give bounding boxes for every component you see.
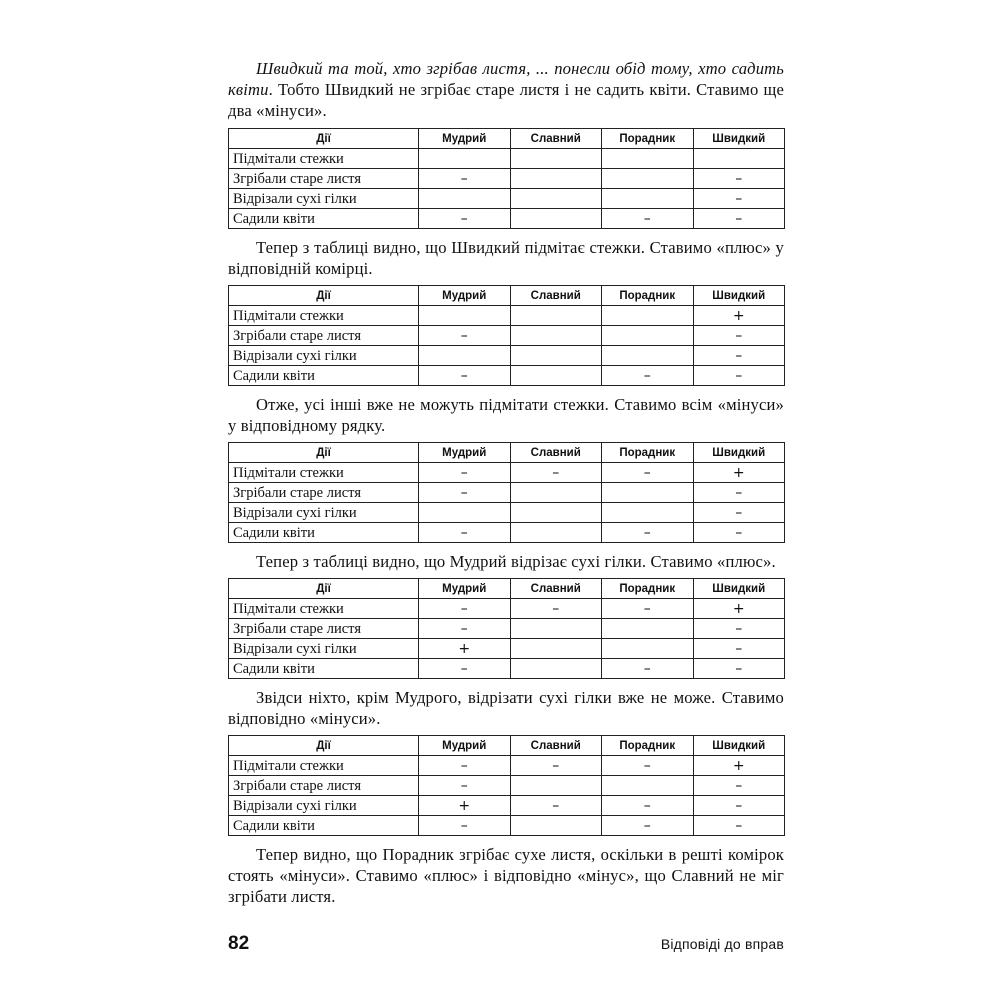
mark-cell xyxy=(693,149,785,169)
action-label: Садили квіти xyxy=(229,816,419,836)
mark-cell xyxy=(602,326,694,346)
mark-cell: – xyxy=(510,756,602,776)
table-header-row xyxy=(229,736,785,756)
mark-cell xyxy=(510,639,602,659)
mark-cell: – xyxy=(510,599,602,619)
action-label: Садили квіти xyxy=(229,366,419,386)
mark-cell: – xyxy=(419,756,511,776)
action-label: Підмітали стежки xyxy=(229,463,419,483)
header-person: Мудрий xyxy=(419,286,511,306)
explanation-paragraph-4: Звідси ніхто, крім Мудрого, відрізати сухі гілки вже не може. Ставимо відповідно «мінуси». xyxy=(228,688,784,728)
mark-cell xyxy=(602,189,694,209)
table-header-row xyxy=(229,286,785,306)
table-row xyxy=(229,599,785,619)
header-person: Порадник xyxy=(602,129,694,149)
mark-cell: – xyxy=(602,659,694,679)
mark-cell: – xyxy=(693,189,785,209)
table-header-row xyxy=(229,129,785,149)
mark-cell xyxy=(602,346,694,366)
logic-table-2 xyxy=(228,285,785,386)
header-actions: Дії xyxy=(229,736,419,756)
mark-cell: – xyxy=(419,169,511,189)
mark-cell: – xyxy=(419,366,511,386)
header-person: Славний xyxy=(510,736,602,756)
mark-cell: – xyxy=(693,503,785,523)
mark-cell: – xyxy=(693,366,785,386)
action-label: Садили квіти xyxy=(229,659,419,679)
action-label: Відрізали сухі гілки xyxy=(229,503,419,523)
mark-cell xyxy=(510,346,602,366)
mark-cell xyxy=(602,639,694,659)
table-row xyxy=(229,639,785,659)
table-row xyxy=(229,149,785,169)
header-person: Порадник xyxy=(602,286,694,306)
mark-cell: – xyxy=(693,346,785,366)
mark-cell: – xyxy=(602,599,694,619)
mark-cell xyxy=(602,149,694,169)
table-row xyxy=(229,306,785,326)
action-label: Згрібали старе листя xyxy=(229,483,419,503)
table-row xyxy=(229,796,785,816)
page-content xyxy=(228,58,784,907)
table-row xyxy=(229,463,785,483)
mark-cell xyxy=(510,619,602,639)
table-row xyxy=(229,346,785,366)
mark-cell: – xyxy=(693,639,785,659)
logic-table-5 xyxy=(228,735,785,836)
logic-table-3 xyxy=(228,442,785,543)
mark-cell: – xyxy=(693,169,785,189)
action-label: Згрібали старе листя xyxy=(229,169,419,189)
header-person: Швидкий xyxy=(693,579,785,599)
mark-cell: – xyxy=(510,463,602,483)
mark-cell xyxy=(510,149,602,169)
mark-cell xyxy=(419,149,511,169)
mark-cell: – xyxy=(510,796,602,816)
mark-cell: + xyxy=(693,463,785,483)
mark-cell xyxy=(510,366,602,386)
mark-cell: – xyxy=(602,796,694,816)
mark-cell: – xyxy=(602,209,694,229)
action-label: Підмітали стежки xyxy=(229,599,419,619)
table-row xyxy=(229,816,785,836)
mark-cell xyxy=(602,503,694,523)
header-actions: Дії xyxy=(229,129,419,149)
header-person: Славний xyxy=(510,286,602,306)
table-row xyxy=(229,503,785,523)
mark-cell: – xyxy=(419,776,511,796)
mark-cell: – xyxy=(419,816,511,836)
mark-cell: – xyxy=(693,796,785,816)
page-number: 82 xyxy=(228,933,250,954)
mark-cell: – xyxy=(602,366,694,386)
table-header-row xyxy=(229,579,785,599)
header-person: Славний xyxy=(510,443,602,463)
mark-cell: – xyxy=(419,463,511,483)
mark-cell: – xyxy=(419,209,511,229)
header-person: Порадник xyxy=(602,736,694,756)
header-person: Мудрий xyxy=(419,579,511,599)
header-person: Мудрий xyxy=(419,129,511,149)
mark-cell: – xyxy=(693,659,785,679)
mark-cell xyxy=(510,503,602,523)
header-person: Славний xyxy=(510,129,602,149)
mark-cell xyxy=(510,483,602,503)
intro-italic-quote: Швидкий та той, хто згрібав листя, ... понесли обід тому, хто садить квіти xyxy=(228,59,784,99)
intro-paragraph xyxy=(228,58,784,121)
mark-cell xyxy=(419,189,511,209)
mark-cell xyxy=(510,659,602,679)
mark-cell xyxy=(602,776,694,796)
table-header-row xyxy=(229,443,785,463)
table-row xyxy=(229,619,785,639)
mark-cell xyxy=(602,619,694,639)
header-person: Швидкий xyxy=(693,286,785,306)
table-row xyxy=(229,366,785,386)
mark-cell: – xyxy=(693,816,785,836)
mark-cell xyxy=(510,169,602,189)
header-person: Швидкий xyxy=(693,736,785,756)
logic-table-4 xyxy=(228,578,785,679)
action-label: Відрізали сухі гілки xyxy=(229,639,419,659)
header-actions: Дії xyxy=(229,443,419,463)
mark-cell: + xyxy=(693,756,785,776)
table-row xyxy=(229,209,785,229)
header-person: Мудрий xyxy=(419,736,511,756)
action-label: Згрібали старе листя xyxy=(229,776,419,796)
action-label: Садили квіти xyxy=(229,523,419,543)
mark-cell xyxy=(419,503,511,523)
mark-cell: – xyxy=(602,816,694,836)
mark-cell: – xyxy=(419,659,511,679)
mark-cell: – xyxy=(602,523,694,543)
action-label: Відрізали сухі гілки xyxy=(229,796,419,816)
mark-cell: – xyxy=(419,619,511,639)
table-row xyxy=(229,756,785,776)
mark-cell xyxy=(510,326,602,346)
action-label: Згрібали старе листя xyxy=(229,326,419,346)
mark-cell: + xyxy=(419,639,511,659)
header-actions: Дії xyxy=(229,286,419,306)
mark-cell: – xyxy=(602,463,694,483)
action-label: Садили квіти xyxy=(229,209,419,229)
header-person: Швидкий xyxy=(693,443,785,463)
action-label: Підмітали стежки xyxy=(229,756,419,776)
mark-cell xyxy=(602,306,694,326)
mark-cell: – xyxy=(693,619,785,639)
explanation-paragraph-3: Тепер з таблиці видно, що Мудрий відрізає сухі гілки. Ставимо «плюс». xyxy=(256,552,776,571)
mark-cell: + xyxy=(419,796,511,816)
mark-cell: – xyxy=(602,756,694,776)
mark-cell: – xyxy=(419,326,511,346)
header-person: Славний xyxy=(510,579,602,599)
action-label: Відрізали сухі гілки xyxy=(229,189,419,209)
action-label: Підмітали стежки xyxy=(229,306,419,326)
mark-cell xyxy=(419,306,511,326)
running-head: Відповіді до вправ xyxy=(660,936,784,952)
mark-cell: – xyxy=(419,599,511,619)
mark-cell xyxy=(419,346,511,366)
mark-cell xyxy=(510,306,602,326)
action-label: Підмітали стежки xyxy=(229,149,419,169)
mark-cell: – xyxy=(419,483,511,503)
mark-cell xyxy=(602,483,694,503)
mark-cell: – xyxy=(693,523,785,543)
table-row xyxy=(229,776,785,796)
header-person: Порадник xyxy=(602,443,694,463)
table-row xyxy=(229,189,785,209)
mark-cell: – xyxy=(693,483,785,503)
mark-cell: + xyxy=(693,306,785,326)
table-row xyxy=(229,523,785,543)
mark-cell: – xyxy=(693,776,785,796)
header-person: Порадник xyxy=(602,579,694,599)
explanation-paragraph-2: Отже, усі інші вже не можуть підмітати стежки. Ставимо всім «мінуси» у відповідному рядку. xyxy=(228,395,784,435)
mark-cell: – xyxy=(419,523,511,543)
intro-text: . Тобто Швидкий не згрібає старе листя і не садить квіти. Ставимо ще два «мінуси». xyxy=(228,80,784,120)
mark-cell xyxy=(510,816,602,836)
mark-cell xyxy=(510,189,602,209)
table-row xyxy=(229,169,785,189)
mark-cell: – xyxy=(693,326,785,346)
header-person: Мудрий xyxy=(419,443,511,463)
table-row xyxy=(229,326,785,346)
mark-cell: – xyxy=(693,209,785,229)
action-label: Відрізали сухі гілки xyxy=(229,346,419,366)
header-actions: Дії xyxy=(229,579,419,599)
page-footer xyxy=(228,932,784,956)
explanation-paragraph-5: Тепер видно, що Порадник згрібає сухе листя, оскільки в решті комірок стоять «мінуси». Ставимо «плюс» і відповідно «мінус», що Славний не міг згрібати листя. xyxy=(228,845,784,906)
mark-cell xyxy=(510,523,602,543)
header-person: Швидкий xyxy=(693,129,785,149)
mark-cell xyxy=(510,776,602,796)
table-row xyxy=(229,659,785,679)
action-label: Згрібали старе листя xyxy=(229,619,419,639)
mark-cell: + xyxy=(693,599,785,619)
table-row xyxy=(229,483,785,503)
mark-cell xyxy=(602,169,694,189)
logic-table-1 xyxy=(228,128,785,229)
explanation-paragraph-1: Тепер з таблиці видно, що Швидкий підмітає стежки. Ставимо «плюс» у відповідній комірці. xyxy=(228,238,784,278)
mark-cell xyxy=(510,209,602,229)
